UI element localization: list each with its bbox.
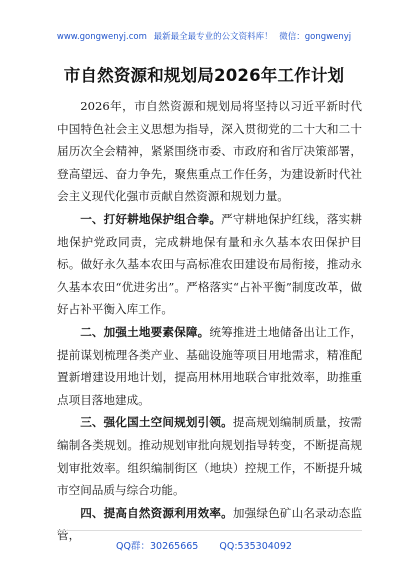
paragraph-text: 2026年，市自然资源和规划局将坚持以习近平新时代中国特色社会主义思想为指导，深入贯彻党的二十大和二十届历次全会精神，紧紧围绕市委、市政府和省厅决策部署，登高望远、奋力争先，聚焦重点工作任务，为建设新时代社会主义现代化强市贡献自然资源和规划力量。 bbox=[57, 99, 362, 204]
section-4-text: 加强绿色矿山名录动态监管， bbox=[57, 505, 362, 543]
header-slogan: 最新最全最专业的公文资料库！ bbox=[153, 32, 273, 42]
footer-qq-group: QQ群：30265665 bbox=[116, 541, 199, 552]
page-header bbox=[0, 30, 408, 42]
section-3-heading: 三、强化国土空间规划引领。 bbox=[80, 415, 233, 430]
section-3-text: 提高规划编制质量，按需编制各类规划。推动规划审批向规划指导转变，不断提高规划审批效率。组织编制街区（地块）控规工作，不断提升城市空间品质与综合功能。 bbox=[57, 415, 362, 498]
section-2-paragraph bbox=[57, 321, 362, 411]
section-1-paragraph bbox=[57, 208, 362, 321]
footer-divider bbox=[57, 530, 362, 531]
document-title: 市自然资源和规划局2026年工作计划 bbox=[63, 66, 345, 85]
header-site: www.gongwenyj.com bbox=[56, 32, 147, 42]
document-body bbox=[57, 95, 362, 547]
section-2-heading: 二、加强土地要素保障。 bbox=[80, 324, 210, 339]
section-1-heading: 一、打好耕地保护组合拳。 bbox=[80, 211, 222, 226]
section-4-heading: 四、提高自然资源利用效率。 bbox=[80, 505, 233, 520]
section-1-text: 严守耕地保护红线，落实耕地保护党政同责，完成耕地保有量和永久基本农田保护目标。做好永久基本农田与高标准农田建设布局衔接，推动永久基本农田“优进劣出”。严格落实“占补平衡”制度改革，做好占补平衡入库工作。 bbox=[57, 211, 362, 317]
header-wechat: 微信：gongwenyj bbox=[279, 32, 352, 42]
page-footer bbox=[0, 538, 408, 552]
section-2-text: 统筹推进土地储备出让工作，提前谋划梳理各类产业、基础设施等项目用地需求，精准配置新增建设用地计划，提高用林用地联合审批效率，助推重点项目落地建成。 bbox=[57, 324, 362, 407]
intro-paragraph bbox=[57, 95, 362, 208]
footer-qq: QQ:535304092 bbox=[219, 541, 292, 552]
section-3-paragraph bbox=[57, 411, 362, 501]
